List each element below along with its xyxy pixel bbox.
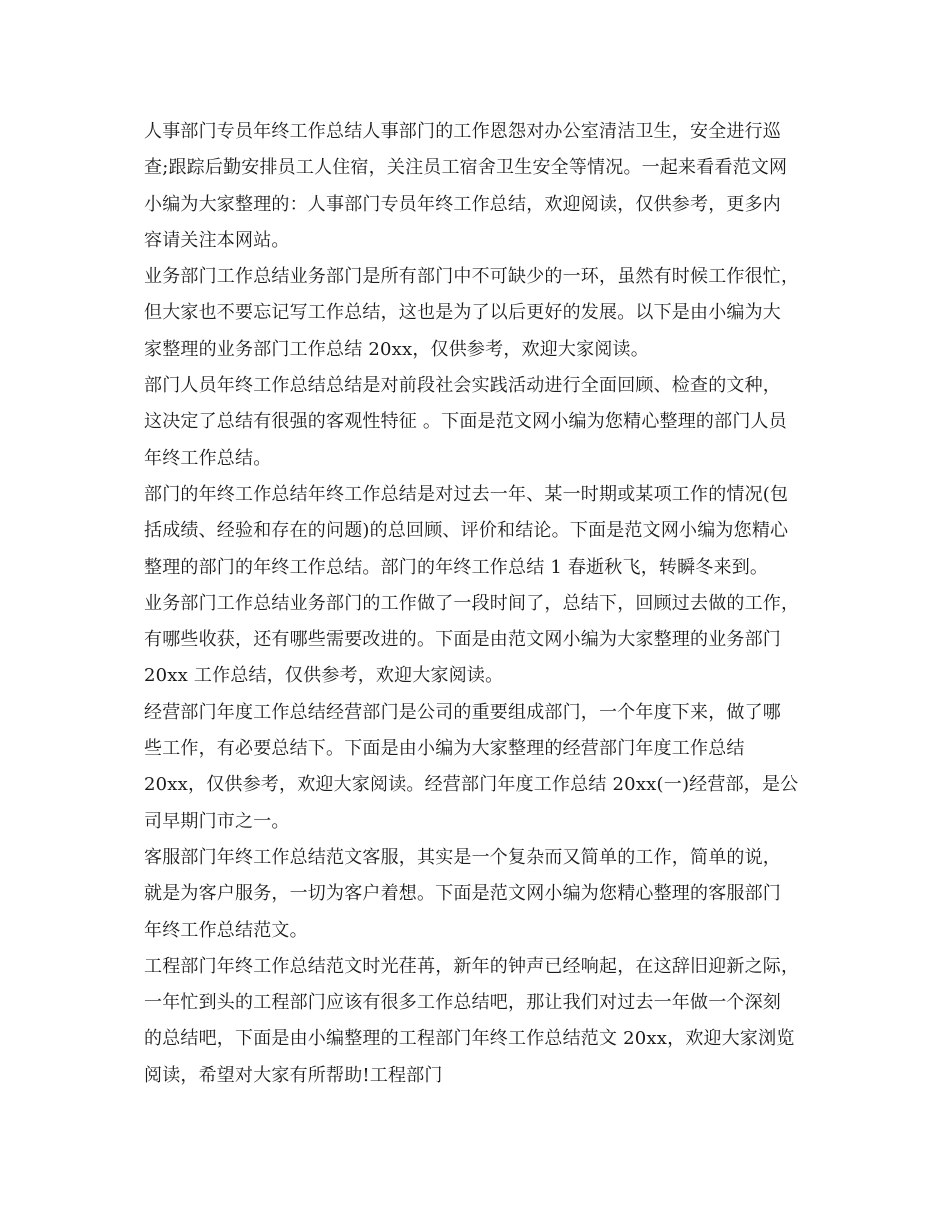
- text-line: 这决定了总结有很强的客观性特征 。下面是范文网小编为您精心整理的部门人员: [144, 411, 787, 433]
- text-line: 工程部门年终工作总结范文时光荏苒，新年的钟声已经响起，在这辞旧迎新之际，: [144, 955, 800, 977]
- paragraph: [144, 840, 810, 949]
- text-line: 就是为客户服务，一切为客户着想。下面是范文网小编为您精心整理的客服部门: [144, 883, 781, 905]
- text-line: 整理的部门的年终工作总结。部门的年终工作总结 1 春逝秋飞，转瞬冬来到。: [144, 556, 769, 578]
- text-line: 的总结吧，下面是由小编整理的工程部门年终工作总结范文 20xx，欢迎大家浏览: [144, 1028, 795, 1050]
- text-line: 阅读，希望对大家有所帮助!工程部门: [144, 1064, 443, 1086]
- text-line: 查;跟踪后勤安排员工人住宿，关注员工宿舍卫生安全等情况。一起来看看范文网: [144, 157, 788, 179]
- text-line: 括成绩、经验和存在的问题)的总回顾、评价和结论。下面是范文网小编为您精心: [144, 520, 789, 542]
- paragraph: [144, 114, 810, 259]
- text-line: 客服部门年终工作总结范文客服，其实是一个复杂而又简单的工作，简单的说，: [144, 846, 781, 868]
- text-line: 部门人员年终工作总结总结是对前段社会实践活动进行全面回顾、检查的文种，: [144, 375, 781, 397]
- paragraph: [144, 949, 810, 1094]
- text-line: 年终工作总结范文。: [144, 919, 308, 941]
- text-line: 人事部门专员年终工作总结人事部门的工作恩怨对办公室清洁卫生，安全进行巡: [144, 121, 781, 142]
- text-line: 20xx 工作总结，仅供参考，欢迎大家阅读。: [144, 665, 504, 687]
- text-line: 容请关注本网站。: [144, 229, 290, 251]
- paragraph: [144, 695, 810, 840]
- text-line: 业务部门工作总结业务部门是所有部门中不可缺少的一环，虽然有时候工作很忙，: [144, 266, 800, 288]
- text-line: 年终工作总结。: [144, 447, 272, 469]
- text-line: 小编为大家整理的：人事部门专员年终工作总结，欢迎阅读，仅供参考，更多内: [144, 193, 781, 215]
- text-line: 司早期门市之一。: [144, 810, 290, 832]
- text-line: 有哪些收获，还有哪些需要改进的。下面是由范文网小编为大家整理的业务部门: [144, 629, 781, 651]
- paragraph: [144, 259, 810, 368]
- text-line: 些工作，有必要总结下。下面是由小编为大家整理的经营部门年度工作总结: [144, 738, 745, 760]
- text-line: 但大家也不要忘记写工作总结，这也是为了以后更好的发展。以下是由小编为大: [144, 302, 781, 324]
- text-line: 经营部门年度工作总结经营部门是公司的重要组成部门，一个年度下来，做了哪: [144, 701, 781, 723]
- text-line: 部门的年终工作总结年终工作总结是对过去一年、某一时期或某项工作的情况(包: [144, 483, 789, 505]
- text-line: 一年忙到头的工程部门应该有很多工作总结吧，那让我们对过去一年做一个深刻: [144, 992, 781, 1014]
- text-line: 家整理的业务部门工作总结 20xx，仅供参考，欢迎大家阅读。: [144, 338, 649, 360]
- paragraph: [144, 368, 810, 477]
- paragraph: [144, 477, 810, 586]
- paragraph: [144, 586, 810, 695]
- document-body: [144, 114, 810, 1094]
- text-line: 业务部门工作总结业务部门的工作做了一段时间了，总结下，回顾过去做的工作，: [144, 592, 800, 614]
- text-line: 20xx，仅供参考，欢迎大家阅读。经营部门年度工作总结 20xx(一)经营部，是公: [144, 774, 799, 796]
